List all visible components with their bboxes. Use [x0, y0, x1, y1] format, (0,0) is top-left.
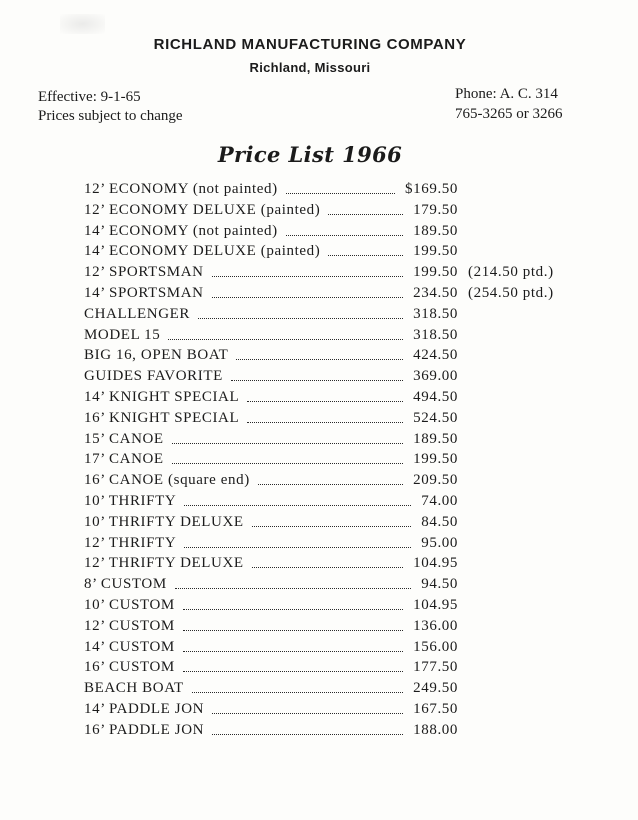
dot-leader — [247, 401, 403, 402]
list-item — [84, 327, 604, 348]
item-note: (254.50 ptd.) — [468, 284, 554, 301]
item-name: MODEL 15 — [84, 326, 161, 343]
paper-stain — [60, 14, 105, 34]
item-name: BIG 16, OPEN BOAT — [84, 347, 229, 364]
dot-leader — [247, 422, 403, 423]
list-item — [84, 722, 604, 743]
list-item — [84, 618, 604, 639]
list-item — [84, 389, 604, 410]
item-price: 524.50 — [413, 409, 458, 426]
list-item — [84, 285, 604, 306]
item-price: 84.50 — [421, 513, 458, 530]
item-name: BEACH BOAT — [84, 680, 184, 697]
dot-leader — [212, 734, 403, 735]
item-price: 424.50 — [413, 347, 458, 364]
phone-area-code: Phone: A. C. 314 — [455, 86, 558, 102]
dot-leader — [172, 443, 403, 444]
dot-leader — [236, 359, 403, 360]
dot-leader — [192, 692, 403, 693]
phone-numbers: 765-3265 or 3266 — [455, 106, 563, 122]
item-price: 188.00 — [413, 721, 458, 738]
item-name: GUIDES FAVORITE — [84, 368, 223, 385]
company-location: Richland, Missouri — [249, 60, 371, 75]
list-item — [84, 368, 604, 389]
item-price: 199.50 — [413, 264, 458, 281]
item-name: 16’ PADDLE JON — [84, 721, 205, 738]
price-list-title: Price List 1966 — [217, 142, 403, 167]
item-name: 14’ CUSTOM — [84, 638, 175, 655]
dot-leader — [175, 588, 411, 589]
price-list — [84, 181, 604, 743]
list-item — [84, 493, 604, 514]
item-name: 16’ CANOE (square end) — [84, 472, 250, 489]
list-item — [84, 347, 604, 368]
item-name: 17’ CANOE — [84, 451, 164, 468]
list-item — [84, 659, 604, 680]
item-name: 15’ CANOE — [84, 430, 164, 447]
item-price: 156.00 — [413, 638, 458, 655]
dot-leader — [231, 380, 403, 381]
effective-info — [38, 88, 183, 126]
item-price: 104.95 — [413, 596, 458, 613]
item-price: 199.50 — [413, 451, 458, 468]
list-item — [84, 202, 604, 223]
item-name: 12’ ECONOMY DELUXE (painted) — [84, 201, 321, 218]
dot-leader — [198, 318, 403, 319]
dot-leader — [286, 193, 395, 194]
item-price: 199.50 — [413, 243, 458, 260]
item-name: 10’ CUSTOM — [84, 596, 175, 613]
dot-leader — [252, 567, 403, 568]
list-item — [84, 181, 604, 202]
dot-leader — [184, 547, 411, 548]
item-price: 74.00 — [421, 492, 458, 509]
dot-leader — [183, 630, 403, 631]
dot-leader — [286, 235, 403, 236]
list-item — [84, 535, 604, 556]
item-price: 94.50 — [421, 576, 458, 593]
item-name: 14’ KNIGHT SPECIAL — [84, 388, 240, 405]
item-price: 318.50 — [413, 305, 458, 322]
item-price: 95.00 — [421, 534, 458, 551]
list-item — [84, 701, 604, 722]
item-price: 136.00 — [413, 617, 458, 634]
dot-leader — [328, 255, 403, 256]
item-name: 16’ KNIGHT SPECIAL — [84, 409, 240, 426]
item-name: 8’ CUSTOM — [84, 576, 167, 593]
item-name: 10’ THRIFTY — [84, 492, 177, 509]
item-name: 12’ THRIFTY DELUXE — [84, 555, 244, 572]
dot-leader — [184, 505, 411, 506]
dot-leader — [183, 651, 403, 652]
item-price: 249.50 — [413, 680, 458, 697]
list-item — [84, 410, 604, 431]
dot-leader — [183, 671, 403, 672]
item-price: 104.95 — [413, 555, 458, 572]
dot-leader — [212, 713, 403, 714]
dot-leader — [252, 526, 411, 527]
item-price: 177.50 — [413, 659, 458, 676]
dot-leader — [183, 609, 403, 610]
item-name: 16’ CUSTOM — [84, 659, 175, 676]
list-item — [84, 243, 604, 264]
list-item — [84, 451, 604, 472]
list-item — [84, 306, 604, 327]
item-name: 14’ SPORTSMAN — [84, 284, 204, 301]
effective-date: Effective: 9-1-65 — [38, 89, 141, 105]
list-item — [84, 264, 604, 285]
item-name: 14’ PADDLE JON — [84, 700, 205, 717]
item-price: 318.50 — [413, 326, 458, 343]
item-name: 10’ THRIFTY DELUXE — [84, 513, 244, 530]
list-item — [84, 514, 604, 535]
dot-leader — [328, 214, 403, 215]
item-name: CHALLENGER — [84, 305, 190, 322]
dot-leader — [212, 276, 403, 277]
item-price: $169.50 — [405, 181, 458, 197]
list-item — [84, 223, 604, 244]
item-name: 12’ SPORTSMAN — [84, 264, 204, 281]
item-name: 12’ ECONOMY (not painted) — [84, 181, 278, 197]
company-name: RICHLAND MANUFACTURING COMPANY — [153, 36, 467, 53]
list-item — [84, 576, 604, 597]
list-item — [84, 680, 604, 701]
item-price: 179.50 — [413, 201, 458, 218]
item-price: 234.50 — [413, 284, 458, 301]
item-price: 167.50 — [413, 700, 458, 717]
item-price: 494.50 — [413, 388, 458, 405]
item-name: 14’ ECONOMY (not painted) — [84, 222, 278, 239]
item-price: 209.50 — [413, 472, 458, 489]
dot-leader — [168, 339, 403, 340]
dot-leader — [172, 463, 403, 464]
item-name: 14’ ECONOMY DELUXE (painted) — [84, 243, 321, 260]
list-item — [84, 639, 604, 660]
item-name: 12’ CUSTOM — [84, 617, 175, 634]
item-name: 12’ THRIFTY — [84, 534, 177, 551]
dot-leader — [258, 484, 403, 485]
item-price: 369.00 — [413, 368, 458, 385]
contact-info — [455, 84, 563, 124]
list-item — [84, 472, 604, 493]
dot-leader — [212, 297, 403, 298]
item-note: (214.50 ptd.) — [468, 264, 554, 281]
list-item — [84, 431, 604, 452]
price-disclaimer: Prices subject to change — [38, 108, 183, 124]
list-item — [84, 597, 604, 618]
list-item — [84, 555, 604, 576]
item-price: 189.50 — [413, 430, 458, 447]
item-price: 189.50 — [413, 222, 458, 239]
